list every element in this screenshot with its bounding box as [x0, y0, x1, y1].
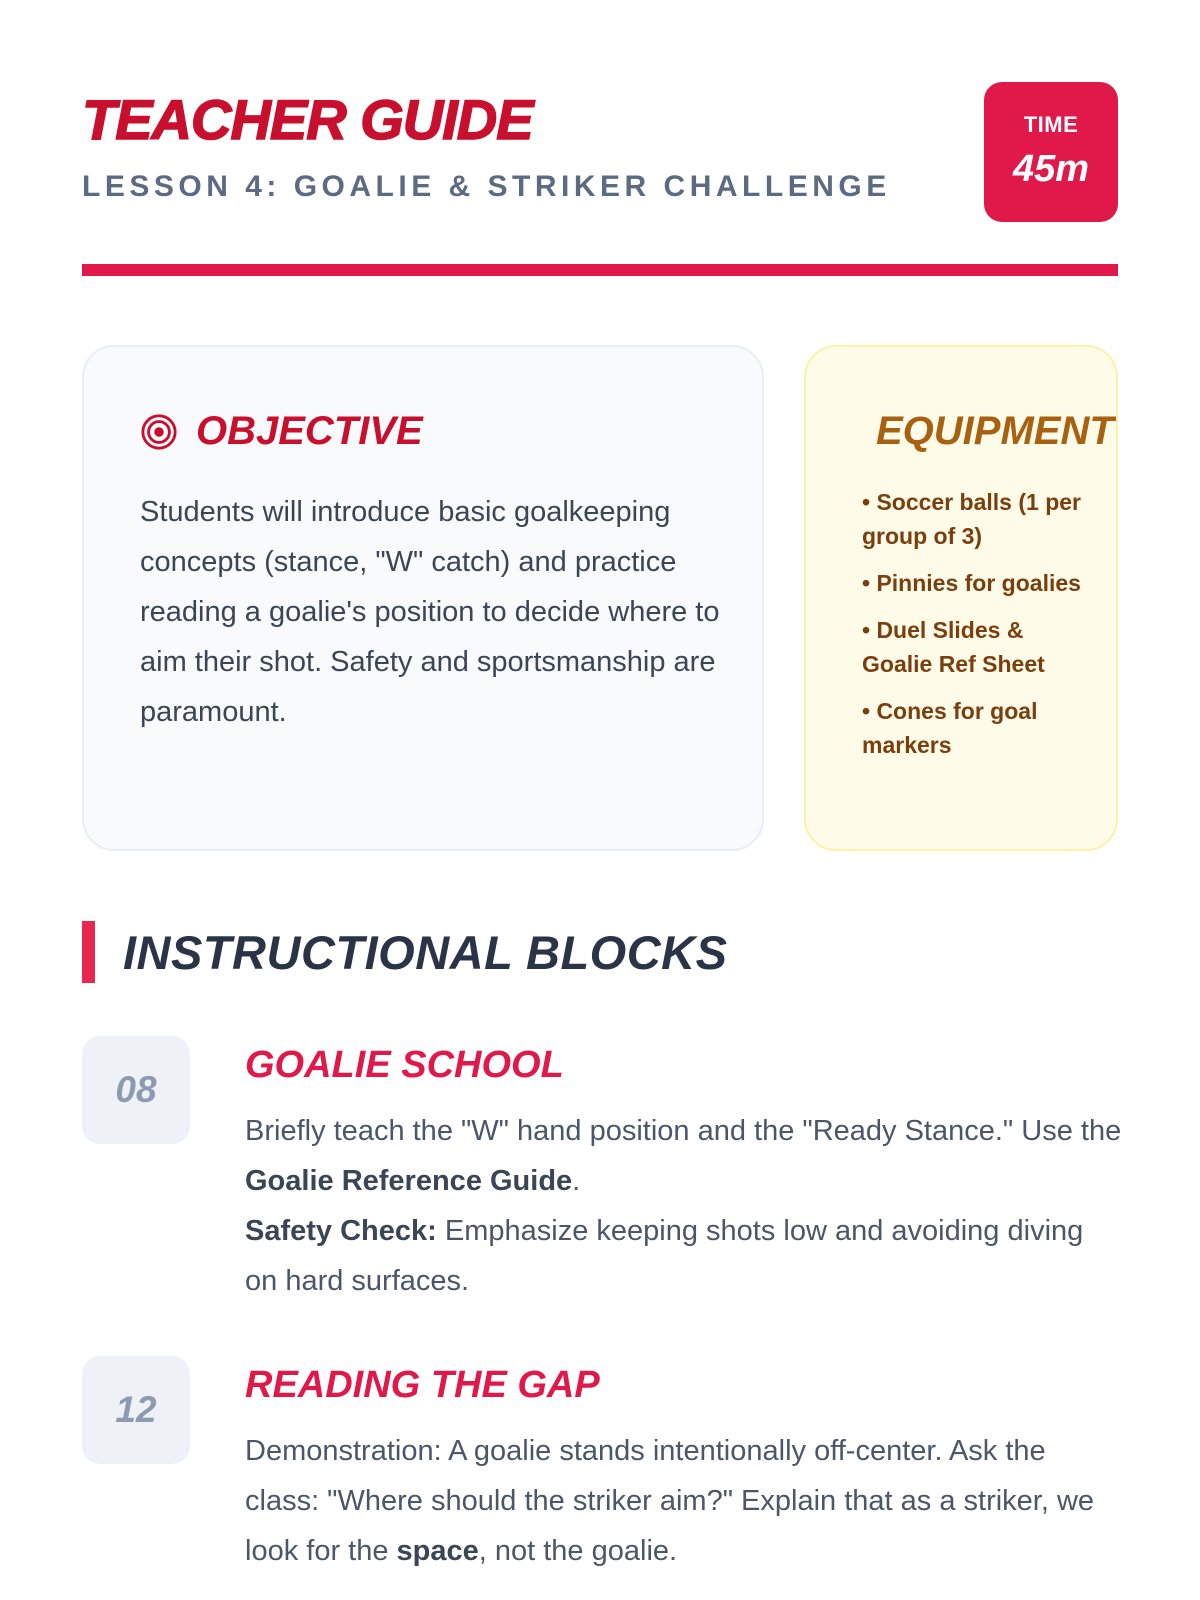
equipment-list	[862, 485, 1082, 775]
target-icon	[140, 413, 178, 451]
block-body	[245, 1106, 1123, 1306]
section-title: INSTRUCTIONAL BLOCKS	[123, 925, 728, 979]
equipment-item: • Soccer balls (1 per group of 3)	[862, 489, 1081, 549]
objective-text: Students will introduce basic goalkeeping concepts (stance, "W" catch) and practice reading a goalie's position to decide where to aim their shot. Safety and sportsmanship are paramount.	[140, 496, 720, 728]
time-label: TIME	[1023, 112, 1079, 137]
equipment-item: • Duel Slides & Goalie Ref Sheet	[862, 617, 1045, 677]
objective-heading	[140, 409, 423, 454]
block-text: Briefly teach the "W" hand position and the "Ready Stance." Use the	[245, 1115, 1122, 1147]
block-text: .	[572, 1165, 581, 1197]
block-text: Demonstration: A goalie stands intentionally off-center. Ask the class: "Where should the striker aim?" Explain that as a striker, we look for the	[245, 1435, 1095, 1567]
objective-title: OBJECTIVE	[196, 409, 423, 453]
equipment-item: • Pinnies for goalies	[862, 570, 1081, 596]
page-header	[82, 0, 1118, 270]
header-divider	[82, 264, 1118, 276]
page-title: TEACHER GUIDE	[82, 88, 533, 151]
equipment-item: • Cones for goal markers	[862, 698, 1038, 758]
equipment-title: EQUIPMENT	[876, 409, 1114, 453]
block-title: GOALIE SCHOOL	[245, 1044, 564, 1086]
block-text: , not the goalie.	[478, 1535, 678, 1567]
time-value: 45m	[1012, 148, 1090, 190]
block-emphasis: Goalie Reference Guide	[245, 1165, 573, 1197]
safety-check-label: Safety Check:	[245, 1215, 437, 1247]
time-badge	[984, 82, 1118, 222]
block-title: READING THE GAP	[245, 1364, 600, 1406]
equipment-card	[804, 345, 1118, 851]
section-accent-bar	[82, 921, 95, 983]
overview-cards	[82, 345, 1118, 851]
block-time-number: 12	[82, 1356, 190, 1464]
block-body	[245, 1426, 1123, 1576]
block-emphasis: space	[396, 1535, 479, 1567]
block-time-number: 08	[82, 1036, 190, 1144]
block-text: Emphasize keeping shots low and avoiding diving on hard surfaces.	[245, 1215, 1084, 1297]
lesson-subtitle: LESSON 4: GOALIE & STRIKER CHALLENGE	[82, 170, 891, 203]
instructional-blocks-heading	[82, 921, 727, 983]
objective-card	[82, 345, 764, 851]
